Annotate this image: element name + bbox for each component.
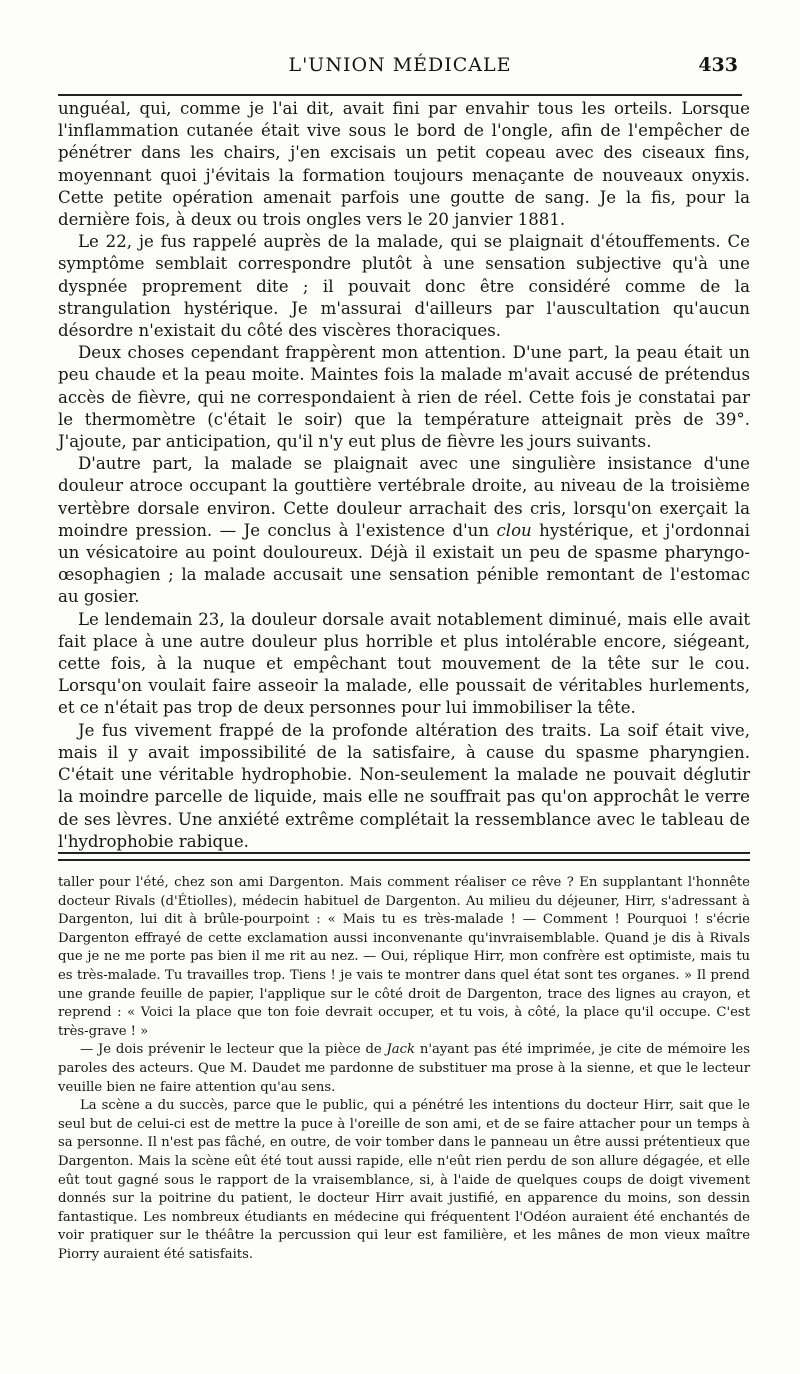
paragraph: Le 22, je fus rappelé auprès de la malade, qui se plaignait d'étouffements. Ce symptôme semblait correspondre plutôt à une sensation subjective qu'à une dyspnée proprement dite ; il pouvait donc être considéré comme de la strangulation hystérique. Je m'assurai d'ailleurs par l'auscultation qu'aucun désordre n'existait du côté des viscères thoraciques. [58, 232, 750, 341]
paragraph: Je fus vivement frappé de la profonde altération des traits. La soif était vive, mais il y avait impossibilité de la satisfaire, à cause du spasme pharyngien. C'était une véritable hydrophobie. Non-seulement la malade ne pouvait déglutir la moindre parcelle de liquide, mais elle ne souffrait pas qu'on approchât le verre de ses lèvres. Une anxiété extrême complétait la ressemblance avec le tableau de l'hydrophobie rabique. [58, 720, 750, 851]
text-run: hystérique, et j'ordonnai un vésicatoire au point douloureux. Déjà il existait un peu de spasme pharyngo-œsophagien ; la malade accusait une sensation pénible remontant de l'estomac au gosier. [58, 520, 750, 607]
running-header [62, 54, 738, 84]
main-text [58, 98, 750, 853]
italic-word: Jack [386, 1042, 416, 1058]
italic-word: clou [496, 520, 532, 540]
paragraph [58, 1041, 750, 1097]
feuilleton-text [58, 874, 750, 1264]
paragraph: taller pour l'été, chez son ami Dargenton. Mais comment réaliser ce rêve ? En supplantant l'honnête docteur Rivals (d'Étiolles), médecin habituel de Dargenton. Au milieu du déjeuner, Hirr, s'adressant à Dargenton, lui dit à brûle-pourpoint : « Mais tu es très-malade ! — Comment ! Pourquoi ! s'écrie Dargenton effrayé de cette exclamation aussi inconvenante qu'invraisemblable. Quand je dis à Rivals que je ne me porte pas bien il me rit au nez. — Oui, réplique Hirr, mon confrère est optimiste, mais tu es très-malade. Tu travailles trop. Tiens ! je vais te montrer dans quel état sont tes organes. » Il prend une grande feuille de papier, l'applique sur le côté droit de Dargenton, trace des lignes au crayon, et reprend : « Voici la place que ton foie devrait occuper, et tu vois, à côté, la place qu'il occupe. C'est très-grave ! » [58, 875, 750, 1039]
text-run: D'autre part, la malade se plaignait avec une singulière insistance d'une douleur atroce occupant la gouttière vertébrale droite, au niveau de la troisième vertèbre dorsale environ. Cette douleur arrachait des cris, lorsqu'on exerçait la moindre pression. — Je conclus à l'existence d'un [58, 454, 750, 540]
journal-title: L'UNION MÉDICALE [288, 54, 512, 76]
paragraph: unguéal, qui, comme je l'ai dit, avait fini par envahir tous les orteils. Lorsque l'inflammation cutanée était vive sous le bord de l'ongle, afin de l'empêcher de pénétrer dans les chairs, j'en excisais un petit copeau avec des ciseaux fins, moyennant quoi j'évitais la formation toujours menaçante de nouveaux onyxis. Cette petite opération amenait parfois une goutte de sang. Je la fis, pour la dernière fois, à deux ou trois ongles vers le 20 janvier 1881. [58, 99, 750, 230]
paragraph [58, 453, 750, 608]
feuilleton-divider [58, 852, 750, 861]
paragraph: La scène a du succès, parce que le public, qui a pénétré les intentions du docteur Hirr, sait que le seul but de celui-ci est de mettre la puce à l'oreille de son ami, et de se faire attacher pour un temps à sa personne. Il n'est pas fâché, en outre, de voir tomber dans le panneau un être aussi prétentieux que Dargenton. Mais la scène eût été tout aussi rapide, elle n'eût rien perdu de son allure dégagée, et elle eût tout gagné sous le rapport de la vraisemblance, si, à l'aide de quelques coups de doigt vivement donnés sur la poitrine du patient, le docteur Hirr avait justifié, en apparence du moins, son dessin fantastique. Les nombreux étudiants en médecine qui fréquentent l'Odéon auraient été enchantés de voir pratiquer sur le théâtre la percussion qui leur est familière, et les mânes de mon vieux maître Piorry auraient été satisfaits. [58, 1098, 750, 1262]
page-number: 433 [698, 54, 738, 76]
header-rule [58, 94, 742, 96]
text-run: n'ayant pas été imprimée, je cite de mémoire les paroles des acteurs. Que M. Daudet me pardonne de substituer ma prose à la sienne, et que le lecteur veuille bien ne faire attention qu'au sens. [58, 1042, 750, 1095]
paragraph: Le lendemain 23, la douleur dorsale avait notablement diminué, mais elle avait fait place à une autre douleur plus horrible et plus intolérable encore, siégeant, cette fois, à la nuque et empêchant tout mouvement de la tête sur le cou. Lorsqu'on voulait faire asseoir la malade, elle poussait de véritables hurlements, et ce n'était pas trop de deux personnes pour lui immobiliser la tête. [58, 609, 750, 718]
text-run: — Je dois prévenir le lecteur que la pièce de [80, 1042, 387, 1058]
paragraph: Deux choses cependant frappèrent mon attention. D'une part, la peau était un peu chaude et la peau moite. Maintes fois la malade m'avait accusé de prétendus accès de fièvre, qui ne correspondaient à rien de réel. Cette fois je constatai par le thermomètre (c'était le soir) que la température atteignait près de 39°. J'ajoute, par anticipation, qu'il n'y eut plus de fièvre les jours suivants. [58, 343, 750, 452]
